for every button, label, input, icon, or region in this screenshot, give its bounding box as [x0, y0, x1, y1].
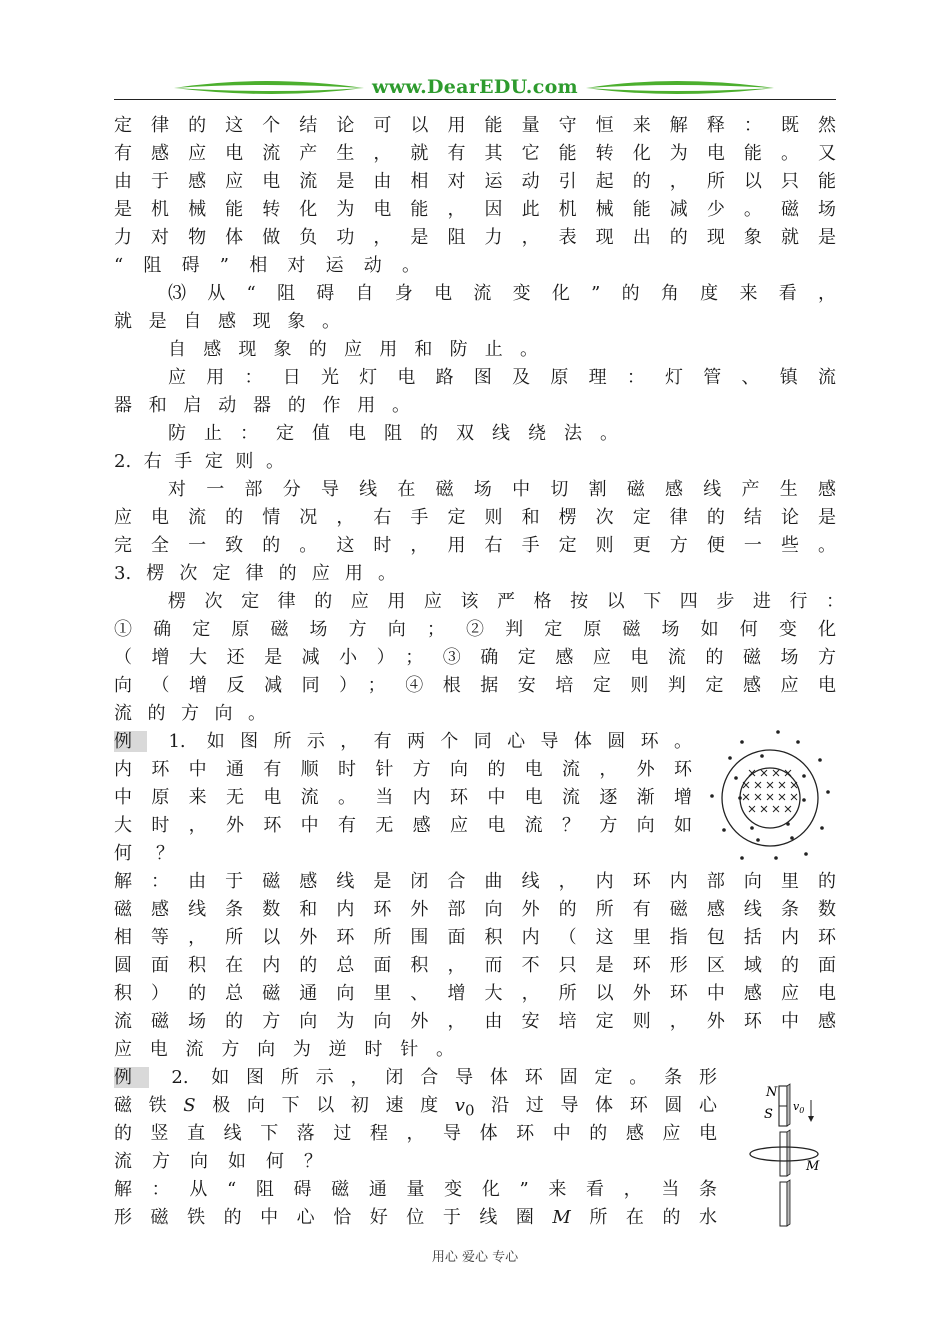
math-sub: 0 — [464, 1101, 475, 1120]
arrowhead-icon — [808, 1116, 814, 1122]
field-out-of-page-mark — [804, 852, 808, 856]
field-out-of-page-mark — [774, 856, 778, 860]
text-line: 流的方向。 — [114, 703, 266, 724]
field-out-of-page-mark — [710, 794, 714, 798]
text-line: 积）的总磁通向里、增大，所以外环中感应电 — [114, 983, 836, 1004]
field-into-page-mark — [755, 782, 761, 788]
field-out-of-page-mark — [738, 796, 742, 800]
text-line: 应电流的情况，右手定则和楞次定律的结论是 — [114, 507, 836, 528]
field-out-of-page-mark — [776, 730, 780, 734]
text-span: 形磁铁的中心恰好位于线圈 — [114, 1207, 553, 1228]
text-line: 器和启动器的作用。 — [114, 395, 410, 416]
field-into-page-mark — [785, 806, 791, 812]
math-var: M — [552, 1207, 571, 1228]
falling-magnet-figure — [744, 1080, 826, 1230]
text-line — [114, 1204, 717, 1232]
field-out-of-page-mark — [818, 758, 822, 762]
field-into-page-mark — [761, 806, 767, 812]
text-span: 极向下以初速度 — [195, 1095, 455, 1116]
document-body — [114, 112, 844, 1232]
ring-m-label: M — [806, 1159, 820, 1174]
field-out-of-page-mark — [750, 826, 754, 830]
text-line: 应用：日光灯电路图及原理：灯管、镇流 — [168, 367, 836, 388]
field-out-of-page-mark — [756, 838, 760, 842]
text-line: 定律的这个结论可以用能量守恒来解释：既然 — [114, 115, 836, 136]
concentric-rings-figure — [700, 728, 840, 868]
text-line: 向（增反减同）；④根据安培定则判定感应电 — [114, 675, 836, 696]
header-rule — [114, 99, 836, 100]
field-out-of-page-mark — [786, 822, 790, 826]
text-line: 中原来无电流。当内环中电流逐渐增 — [114, 787, 692, 808]
text-line: 流磁场的方向为向外，由安培定则，外环中感 — [114, 1011, 836, 1032]
field-out-of-page-mark — [826, 790, 830, 794]
math-var: S — [183, 1095, 196, 1116]
field-into-page-mark — [761, 770, 767, 776]
text-line: 3.楞次定律的应用。 — [114, 563, 396, 584]
example-number: 2. — [171, 1067, 189, 1088]
field-out-of-page-mark — [790, 836, 794, 840]
field-into-page-mark — [749, 806, 755, 812]
magnet-s-label: S — [764, 1107, 773, 1122]
text-span: 所在的水 — [570, 1207, 717, 1228]
text-line: 就是自感现象。 — [114, 311, 340, 332]
field-into-page-mark — [767, 782, 773, 788]
text-line: 相等，所以外环所围面积内（这里指包括内环 — [114, 927, 836, 948]
field-into-page-mark — [743, 782, 749, 788]
example-1-heading — [114, 728, 692, 756]
text-line: 是机械能转化为电能，因此机械能减少。磁场 — [114, 199, 836, 220]
text-line: 对一部分导线在磁场中切割磁感线产生感 — [168, 479, 836, 500]
example-2-heading — [114, 1064, 717, 1092]
text-line: 力对物体做负功，是阻力，表现出的现象就是 — [114, 227, 836, 248]
text-line: 自感现象的应用和防止。 — [168, 339, 538, 360]
text-line — [114, 1092, 717, 1120]
text-span: 沿过导体环圆心 — [474, 1095, 717, 1116]
text-line: 解：从“阻碍磁通量变化”来看，当条 — [114, 1179, 717, 1200]
field-out-of-page-mark — [722, 828, 726, 832]
text-line: ①确定原磁场方向；②判定原磁场如何变化 — [114, 619, 836, 640]
text-line: 圆面积在内的总面积，而不只是环形区域的面 — [114, 955, 836, 976]
text-line: 的竖直线下落过程，导体环中的感应电 — [114, 1123, 717, 1144]
field-into-page-mark — [743, 794, 749, 800]
field-into-page-mark — [755, 794, 761, 800]
text-line: 完全一致的。这时，用右手定则更方便一些。 — [114, 535, 836, 556]
field-into-page-mark — [779, 782, 785, 788]
field-out-of-page-mark — [728, 756, 732, 760]
text-line: 流方向如何？ — [114, 1151, 322, 1172]
magnet-n-label: N — [766, 1085, 778, 1100]
field-into-page-mark — [779, 794, 785, 800]
text-line: 何？ — [114, 843, 174, 864]
text-line: “阻碍”相对运动。 — [114, 255, 420, 276]
site-logo[interactable]: www.DearEDU.com — [372, 76, 578, 98]
field-out-of-page-mark — [760, 754, 764, 758]
field-into-page-mark — [791, 794, 797, 800]
math-var: v — [454, 1095, 465, 1116]
field-into-page-mark — [773, 806, 779, 812]
example-label: 例 — [114, 731, 148, 752]
text-line: ⑶从“阻碍自身电流变化”的角度来看， — [168, 283, 836, 304]
example-label: 例 — [114, 1067, 149, 1088]
text-line: 2.右手定则。 — [114, 451, 284, 472]
text-line: 应电流方向为逆时针。 — [114, 1039, 454, 1060]
page-footer: 用心 爱心 专心 — [431, 1250, 519, 1265]
field-out-of-page-mark — [796, 740, 800, 744]
text-line: 解：由于磁感线是闭合曲线，内环内部向里的 — [114, 871, 836, 892]
text-line: 内环中通有顺时针方向的电流，外环 — [114, 759, 692, 780]
field-into-page-mark — [767, 794, 773, 800]
text-span: 磁铁 — [114, 1095, 184, 1116]
text-line: 防止：定值电阻的双线绕法。 — [168, 423, 618, 444]
text-line: 大时，外环中有无感应电流？方向如 — [114, 815, 692, 836]
example-number: 1. — [168, 731, 186, 752]
text-line: 由于感应电流是由相对运动引起的，所以只能 — [114, 171, 836, 192]
text-line: （增大还是减小）；③确定感应电流的磁场方 — [114, 647, 836, 668]
field-out-of-page-mark — [820, 826, 824, 830]
text-span: 如图所示，有两个同心导体圆环。 — [206, 731, 692, 752]
field-out-of-page-mark — [802, 774, 806, 778]
field-into-page-mark — [791, 782, 797, 788]
field-out-of-page-mark — [740, 856, 744, 860]
velocity-label: $v_0$ — [793, 1100, 805, 1115]
text-line: 楞次定律的应用应该严格按以下四步进行： — [168, 591, 844, 612]
field-out-of-page-mark — [802, 798, 806, 802]
text-line: 有感应电流产生，就有其它能转化为电能。又 — [114, 143, 836, 164]
field-into-page-mark — [773, 770, 779, 776]
text-line: 磁感线条数和内环外部向外的所有磁感线条数 — [114, 899, 836, 920]
field-out-of-page-mark — [734, 776, 738, 780]
field-out-of-page-mark — [740, 740, 744, 744]
text-span: 如图所示，闭合导体环固定。条形 — [211, 1067, 717, 1088]
